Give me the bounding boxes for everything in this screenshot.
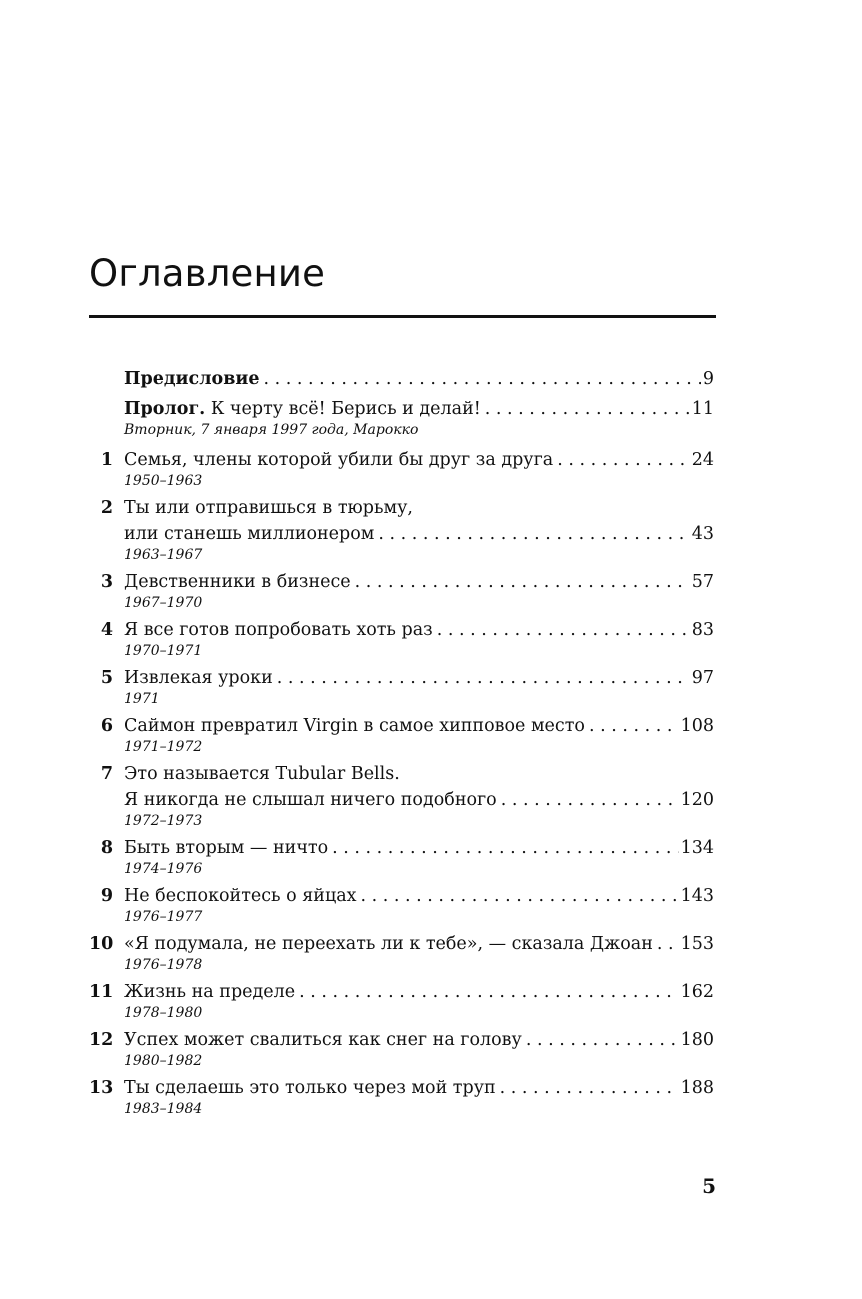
entry-title: Я никогда не слышал ничего подобного [124,790,497,810]
page-number: 5 [702,1174,716,1198]
chapter-number: 6 [100,716,113,736]
toc-entry [89,1075,714,1118]
entry-page: 188 [680,1078,714,1098]
entry-page: 162 [680,982,714,1002]
entry-title: Не беспокойтесь о яйцах [124,886,357,906]
entry-subtitle: 1971–1972 [124,739,203,755]
title-rule [89,315,716,318]
table-of-contents [89,366,714,1122]
chapter-number: 7 [100,764,113,784]
entry-page: 43 [691,524,714,544]
toc-entry [89,366,714,392]
entry-page: 97 [691,668,714,688]
toc-entry [89,931,714,974]
dot-leader [437,617,690,643]
entry-subtitle: 1967–1970 [124,595,203,611]
entry-page: 24 [691,450,714,470]
entry-title: или станешь миллионером [124,524,375,544]
chapter-number: 5 [100,668,113,688]
chapter-number: 1 [100,450,113,470]
entry-page: 180 [680,1030,714,1050]
chapter-number: 2 [100,498,113,518]
toc-entry [89,761,714,830]
entry-page: 83 [691,620,714,640]
dot-leader [277,665,690,691]
entry-title: Я все готов попробовать хоть раз [124,620,433,640]
toc-entry [89,617,714,660]
entry-subtitle: 1972–1973 [124,813,203,829]
dot-leader [332,835,678,861]
dot-leader [263,366,700,392]
chapter-number: 4 [100,620,113,640]
entry-subtitle: 1976–1977 [124,909,203,925]
toc-entry [89,835,714,878]
entry-title: Это называется Tubular Bells. [124,764,400,784]
toc-entry [89,447,714,490]
dot-leader [589,713,679,739]
toc-entry [89,713,714,756]
dot-leader [361,883,679,909]
entry-title: Быть вторым — ничто [124,838,329,858]
entry-page: 57 [691,572,714,592]
dot-leader [485,396,690,422]
toc-entry [89,396,714,439]
toc-entry [89,665,714,708]
toc-entry [89,1027,714,1070]
dot-leader [500,1075,679,1101]
entry-subtitle: 1974–1976 [124,861,203,877]
toc-entry [89,495,714,564]
entry-subtitle: 1976–1978 [124,957,203,973]
chapter-number: 10 [89,934,114,954]
entry-subtitle: 1980–1982 [124,1053,203,1069]
entry-title: Ты или отправишься в тюрьму, [124,498,413,518]
entry-page: 108 [680,716,714,736]
chapter-number: 13 [89,1078,114,1098]
entry-title: Жизнь на пределе [124,982,296,1002]
entry-title: К черту всё! Берись и делай! [205,399,481,419]
entry-page: 11 [691,399,714,419]
entry-title: Девственники в бизнесе [124,572,351,592]
entry-page: 143 [680,886,714,906]
chapter-number: 9 [100,886,113,906]
entry-label: Пролог. [124,399,206,419]
entry-page: 134 [680,838,714,858]
entry-subtitle: Вторник, 7 января 1997 года, Марокко [124,422,419,438]
entry-page: 9 [702,369,714,389]
entry-subtitle: 1983–1984 [124,1101,203,1117]
entry-subtitle: 1970–1971 [124,643,203,659]
entry-subtitle: 1978–1980 [124,1005,203,1021]
dot-leader [526,1027,679,1053]
dot-leader [378,521,689,547]
entry-title: Семья, члены которой убили бы друг за друга [124,450,554,470]
chapter-number: 11 [89,982,114,1002]
entry-subtitle: 1971 [124,691,160,707]
toc-entry [89,979,714,1022]
chapter-number: 12 [89,1030,114,1050]
entry-page: 153 [680,934,714,954]
dot-leader [299,979,678,1005]
entry-subtitle: 1950–1963 [124,473,203,489]
dot-leader [355,569,690,595]
entry-label: Предисловие [124,369,260,389]
dot-leader [557,447,690,473]
entry-title: Ты сделаешь это только через мой труп [124,1078,496,1098]
dot-leader [657,931,679,957]
page-title: Оглавление [89,252,326,295]
toc-entry [89,883,714,926]
entry-title: Извлекая уроки [124,668,273,688]
chapter-number: 8 [100,838,113,858]
entry-title: Саймон превратил Virgin в самое хипповое место [124,716,585,736]
entry-title: «Я подумала, не переехать ли к тебе», — сказала Джоан [124,934,653,954]
toc-entry [89,569,714,612]
dot-leader [501,787,679,813]
entry-subtitle: 1963–1967 [124,547,203,563]
entry-page: 120 [680,790,714,810]
entry-title: Успех может свалиться как снег на голову [124,1030,522,1050]
chapter-number: 3 [100,572,113,592]
